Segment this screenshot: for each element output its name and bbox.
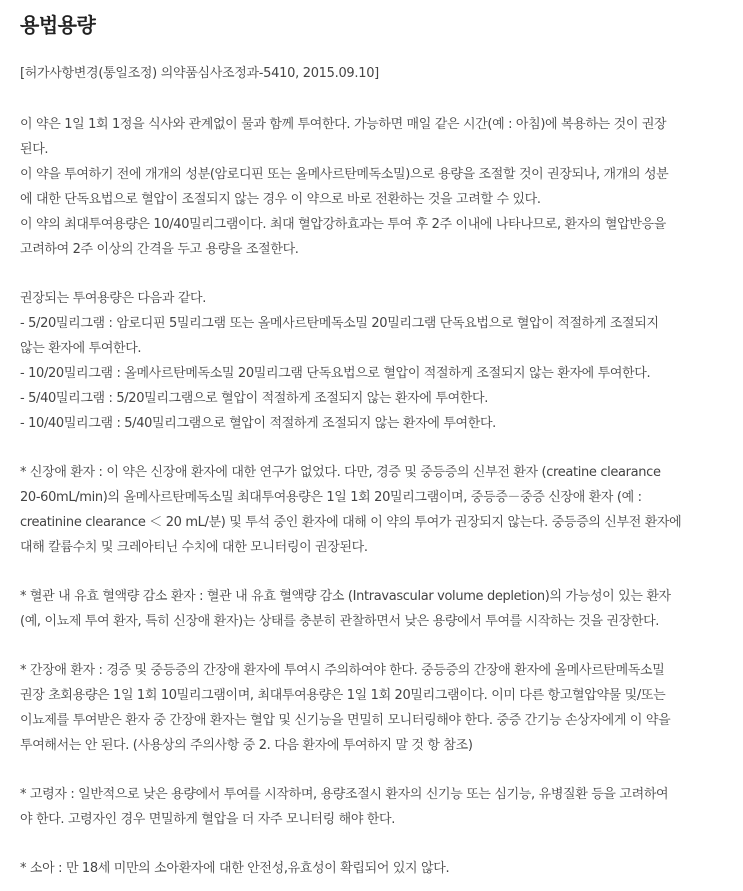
text-line: * 소아 : 만 18세 미만의 소아환자에 대한 안전성,유효성이 확립되어 있지 않다. xyxy=(20,861,450,876)
text-line: creatinine clearance ＜ 20 mL/분) 및 투석 중인 환자에 대해 이 약의 투여가 권장되지 않는다. 중등증의 신부전 환자에 xyxy=(20,515,682,530)
text-line: (예, 이뇨제 투여 환자, 특히 신장애 환자)는 상태를 충분히 관찰하면서 낮은 용량에서 투여를 시작하는 것을 권장한다. xyxy=(20,614,660,629)
text-line: 된다. xyxy=(20,142,49,157)
text-line: 투여해서는 안 된다. (사용상의 주의사항 중 2. 다음 환자에 투여하지 말 것 항 참조) xyxy=(20,738,473,753)
text-line: - 5/20밀리그램 : 암로디핀 5밀리그램 또는 올메사르탄메독소밀 20밀리그램 단독요법으로 혈압이 적절하게 조절되지 xyxy=(20,316,659,331)
text-line: * 신장애 환자 : 이 약은 신장애 환자에 대한 연구가 없었다. 다만, 경증 및 중등증의 신부전 환자 (creatine clearance xyxy=(20,465,661,480)
section-title: 용법용량 xyxy=(20,13,96,37)
text-line: 이 약을 투여하기 전에 개개의 성분(암로디핀 또는 올메사르탄메독소밀)으로 용량을 조절할 것이 권장되나, 개개의 성분 xyxy=(20,167,669,182)
text-line: * 고령자 : 일반적으로 낮은 용량에서 투여를 시작하며, 용량조절시 환자의 신기능 또는 심기능, 유병질환 등을 고려하여 xyxy=(20,787,669,802)
text-line: 대해 칼륨수치 및 크레아티닌 수치에 대한 모니터링이 권장된다. xyxy=(20,540,368,555)
text-line: 고려하여 2주 이상의 간격을 두고 용량을 조절한다. xyxy=(20,242,299,257)
text-line: - 10/20밀리그램 : 올메사르탄메독소밀 20밀리그램 단독요법으로 혈압이 적절하게 조절되지 않는 환자에 투여한다. xyxy=(20,366,651,381)
text-line: 이뇨제를 투여받은 환자 중 간장애 환자는 혈압 및 신기능을 면밀히 모니터링해야 한다. 중증 간기능 손상자에게 이 약을 xyxy=(20,713,671,728)
paragraph-hepatic-impairment xyxy=(20,658,727,758)
text-line: 권장되는 투여용량은 다음과 같다. xyxy=(20,291,207,306)
paragraph-general-dosage xyxy=(20,112,727,262)
paragraph-pediatric xyxy=(20,856,727,881)
text-line: * 혈관 내 유효 혈액량 감소 환자 : 혈관 내 유효 혈액량 감소 (Intravascular volume depletion)의 가능성이 있는 환자 xyxy=(20,589,671,604)
paragraph-renal-impairment xyxy=(20,460,727,560)
text-line: 20-60mL/min)의 올메사르탄메독소밀 최대투여용량은 1일 1회 20밀리그램이며, 중등증－중증 신장애 환자 (예 : xyxy=(20,490,642,505)
text-line: 않는 환자에 투여한다. xyxy=(20,341,142,356)
paragraph-elderly xyxy=(20,782,727,832)
text-line: 권장 초회용량은 1일 1회 10밀리그램이며, 최대투여용량은 1일 1회 20밀리그램이다. 이미 다른 항고혈압약물 및/또는 xyxy=(20,688,666,703)
text-line: 이 약은 1일 1회 1정을 식사와 관계없이 물과 함께 투여한다. 가능하면 매일 같은 시간(예 : 아침)에 복용하는 것이 권장 xyxy=(20,117,667,132)
text-line: 에 대한 단독요법으로 혈압이 조절되지 않는 경우 이 약으로 바로 전환하는 것을 고려할 수 있다. xyxy=(20,192,541,207)
revision-note: [허가사항변경(통일조정) 의약품심사조정과-5410, 2015.09.10] xyxy=(20,66,379,81)
dosage-sections xyxy=(20,112,727,881)
text-line: 이 약의 최대투여용량은 10/40밀리그램이다. 최대 혈압강하효과는 투여 후 2주 이내에 나타나므로, 환자의 혈압반응을 xyxy=(20,217,666,232)
text-line: * 간장애 환자 : 경증 및 중등증의 간장애 환자에 투여시 주의하여야 한다. 중등증의 간장애 환자에 올메사르탄메독소밀 xyxy=(20,663,665,678)
text-line: - 5/40밀리그램 : 5/20밀리그램으로 혈압이 적절하게 조절되지 않는 환자에 투여한다. xyxy=(20,391,489,406)
text-line: 야 한다. 고령자인 경우 면밀하게 혈압을 더 자주 모니터링 해야 한다. xyxy=(20,812,396,827)
text-line: - 10/40밀리그램 : 5/40밀리그램으로 혈압이 적절하게 조절되지 않는 환자에 투여한다. xyxy=(20,416,496,431)
paragraph-recommended-doses xyxy=(20,286,727,436)
paragraph-volume-depletion xyxy=(20,584,727,634)
